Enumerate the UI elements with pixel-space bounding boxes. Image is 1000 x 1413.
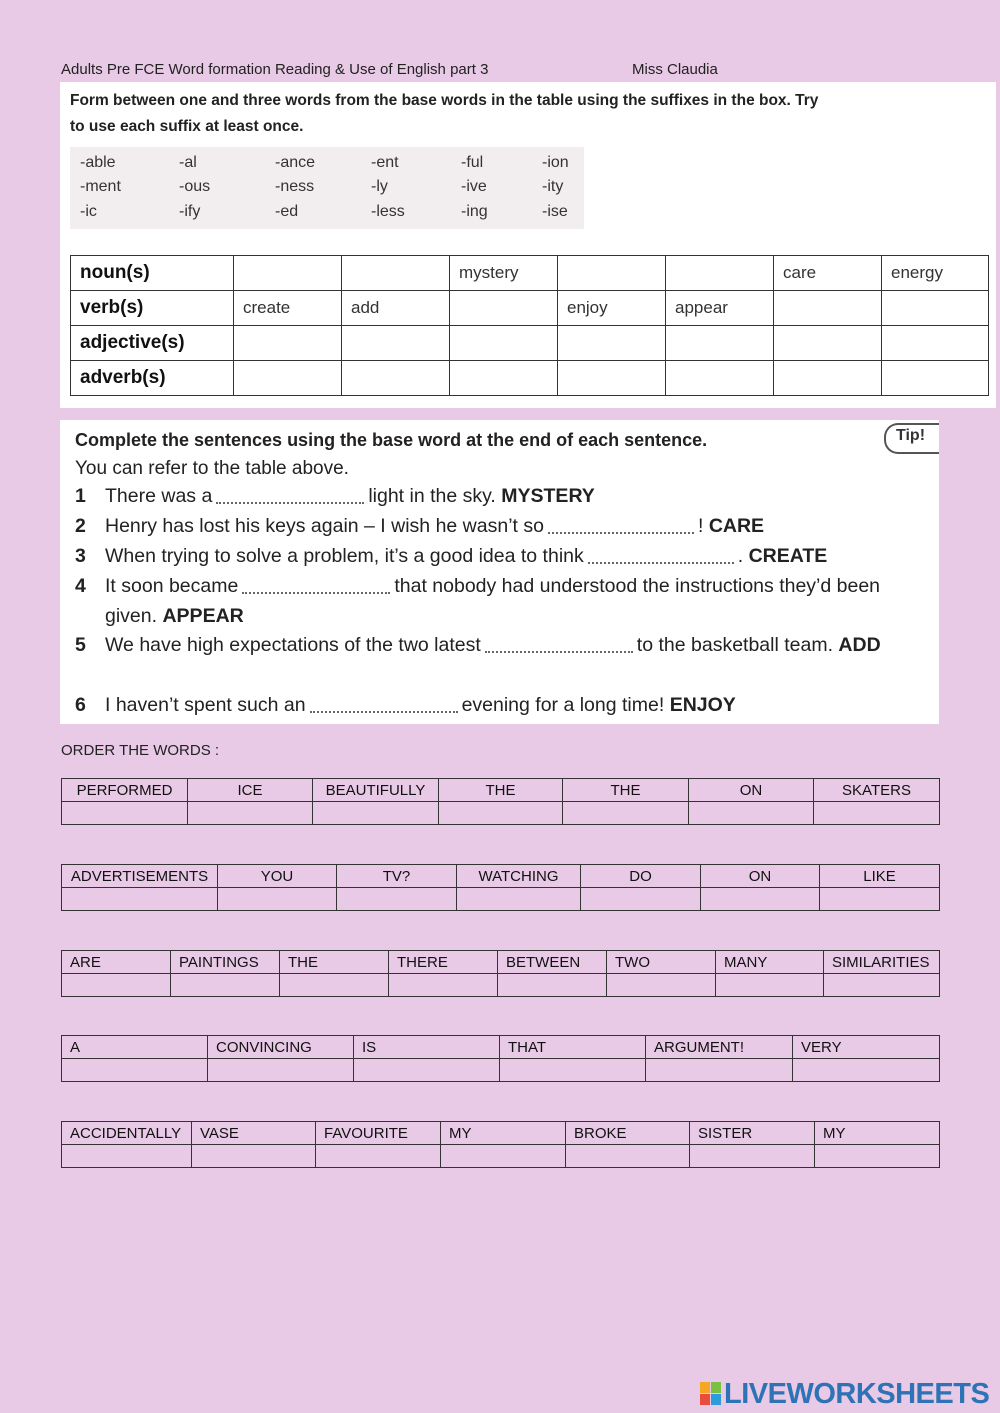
order-title: ORDER THE WORDS : — [61, 742, 220, 759]
table-cell[interactable] — [666, 326, 774, 361]
answer-cell[interactable] — [500, 1059, 646, 1082]
suffix-box — [70, 147, 584, 229]
answer-cell[interactable] — [646, 1059, 793, 1082]
sentence-after: . — [737, 545, 744, 567]
answer-cell[interactable] — [815, 1145, 940, 1168]
suffix: -ance — [275, 154, 316, 171]
answer-row — [62, 974, 940, 997]
table-cell[interactable] — [666, 256, 774, 291]
sentence-before: I haven’t spent such an — [105, 694, 306, 716]
word-cell: MY — [441, 1122, 566, 1145]
word-cell: BETWEEN — [498, 951, 607, 974]
word-cell: CONVINCING — [208, 1036, 354, 1059]
answer-cell[interactable] — [62, 974, 171, 997]
word-cell: VERY — [793, 1036, 940, 1059]
table-cell[interactable] — [558, 256, 666, 291]
answer-cell[interactable] — [337, 888, 457, 911]
table-cell: enjoy — [558, 291, 666, 326]
word-row — [62, 951, 940, 974]
word-cell: ON — [689, 779, 814, 802]
table-cell[interactable] — [450, 361, 558, 396]
word-cell: A — [62, 1036, 208, 1059]
worksheet-title: Adults Pre FCE Word formation Reading & Use of English part 3 — [61, 61, 489, 78]
base-word: ENJOY — [669, 694, 736, 716]
sentence-before: We have high expectations of the two latest — [105, 634, 481, 656]
table-cell: energy — [882, 256, 989, 291]
word-cell: SIMILARITIES — [824, 951, 940, 974]
word-row — [62, 1036, 940, 1059]
table-row — [71, 361, 989, 396]
base-word: MYSTERY — [501, 485, 595, 507]
answer-cell[interactable] — [457, 888, 581, 911]
exercise2-subinstruction: You can refer to the table above. — [75, 458, 349, 479]
word-cell: WATCHING — [457, 865, 581, 888]
order-table — [61, 1035, 940, 1082]
word-cell: VASE — [192, 1122, 316, 1145]
word-cell: TV? — [337, 865, 457, 888]
word-cell: ARE — [62, 951, 171, 974]
answer-cell[interactable] — [62, 1145, 192, 1168]
word-cell: SKATERS — [814, 779, 940, 802]
word-cell: THERE — [389, 951, 498, 974]
word-row — [62, 779, 940, 802]
base-word: APPEAR — [162, 604, 244, 627]
answer-cell[interactable] — [716, 974, 824, 997]
suffix: -ed — [275, 203, 299, 220]
table-cell[interactable] — [558, 361, 666, 396]
sentence-before: It soon became — [105, 575, 239, 597]
order-table — [61, 950, 940, 997]
answer-cell[interactable] — [701, 888, 820, 911]
table-cell[interactable] — [342, 256, 450, 291]
word-cell: ICE — [188, 779, 313, 802]
answer-cell[interactable] — [192, 1145, 316, 1168]
answer-gap[interactable] — [310, 692, 458, 714]
answer-cell[interactable] — [208, 1059, 354, 1082]
answer-row — [62, 888, 940, 911]
sentence-after: ! — [697, 515, 704, 537]
answer-cell[interactable] — [439, 802, 563, 825]
row-label: adverb(s) — [71, 361, 234, 396]
word-cell: THAT — [500, 1036, 646, 1059]
sentence — [75, 691, 935, 721]
word-cell: YOU — [218, 865, 337, 888]
word-cell: ACCIDENTALLY — [62, 1122, 192, 1145]
logo-text: LIVEWORKSHEETS — [724, 1378, 990, 1410]
answer-cell[interactable] — [793, 1059, 940, 1082]
suffix: -ify — [179, 203, 201, 220]
table-cell[interactable] — [774, 361, 882, 396]
suffix: -ity — [542, 178, 564, 195]
answer-cell[interactable] — [62, 802, 188, 825]
table-cell[interactable] — [774, 291, 882, 326]
answer-cell[interactable] — [441, 1145, 566, 1168]
sentence-before: There was a — [105, 485, 213, 507]
answer-cell[interactable] — [690, 1145, 815, 1168]
base-word: CARE — [708, 515, 765, 537]
table-cell[interactable] — [234, 326, 342, 361]
answer-cell[interactable] — [171, 974, 280, 997]
row-label: adjective(s) — [71, 326, 234, 361]
table-cell[interactable] — [342, 361, 450, 396]
suffix: -ly — [371, 178, 388, 195]
answer-gap[interactable] — [588, 543, 734, 565]
sentence-number: 2 — [75, 515, 86, 537]
word-row — [62, 1122, 940, 1145]
sentence-number: 1 — [75, 485, 86, 507]
answer-cell[interactable] — [820, 888, 940, 911]
table-cell: mystery — [450, 256, 558, 291]
sentence-number: 4 — [75, 575, 86, 597]
answer-gap[interactable] — [485, 632, 633, 654]
answer-cell[interactable] — [62, 1059, 208, 1082]
word-cell: IS — [354, 1036, 500, 1059]
word-family-table — [70, 255, 989, 396]
order-table — [61, 1121, 940, 1168]
word-cell: MANY — [716, 951, 824, 974]
tip-tab: Tip! — [884, 423, 939, 454]
table-cell[interactable] — [450, 326, 558, 361]
answer-row — [62, 1145, 940, 1168]
answer-cell[interactable] — [218, 888, 337, 911]
answer-gap[interactable] — [216, 483, 364, 505]
sentence-after: evening for a long time! — [461, 694, 665, 716]
base-word: ADD — [838, 634, 881, 656]
table-cell: add — [342, 291, 450, 326]
table-row — [71, 291, 989, 326]
table-cell: create — [234, 291, 342, 326]
suffix: -ous — [179, 178, 211, 195]
order-table — [61, 778, 940, 825]
table-cell[interactable] — [882, 291, 989, 326]
suffix: -ing — [461, 203, 488, 220]
word-cell: ARGUMENT! — [646, 1036, 793, 1059]
base-word: CREATE — [748, 545, 828, 567]
order-table — [61, 864, 940, 911]
sentence-number: 5 — [75, 634, 86, 656]
word-cell: PERFORMED — [62, 779, 188, 802]
suffix: -ment — [80, 178, 121, 195]
answer-cell[interactable] — [316, 1145, 441, 1168]
table-cell[interactable] — [774, 326, 882, 361]
table-cell[interactable] — [882, 361, 989, 396]
suffix: -able — [80, 154, 116, 171]
word-cell: ADVERTISEMENTS — [62, 865, 218, 888]
row-label: noun(s) — [71, 256, 234, 291]
answer-cell[interactable] — [498, 974, 607, 997]
suffix: -ent — [371, 154, 399, 171]
suffix: -ness — [275, 178, 315, 195]
word-cell: ON — [701, 865, 820, 888]
answer-cell[interactable] — [607, 974, 716, 997]
suffix: -ise — [542, 203, 568, 220]
suffix: -ful — [461, 154, 484, 171]
suffix: -less — [371, 203, 405, 220]
sentence-after: light in the sky. — [368, 485, 496, 507]
word-cell: PAINTINGS — [171, 951, 280, 974]
word-cell: MY — [815, 1122, 940, 1145]
answer-cell[interactable] — [581, 888, 701, 911]
answer-row — [62, 1059, 940, 1082]
sentence — [75, 512, 935, 542]
answer-row — [62, 802, 940, 825]
sentence — [75, 572, 935, 631]
suffix: -al — [179, 154, 197, 171]
sentence-after: that nobody had understood the instructions they’d been given. — [105, 575, 881, 627]
answer-gap[interactable] — [242, 573, 390, 595]
row-label: verb(s) — [71, 291, 234, 326]
sentence-number: 6 — [75, 694, 86, 716]
word-cell: TWO — [607, 951, 716, 974]
sentence-before: Henry has lost his keys again – I wish he wasn’t so — [105, 515, 544, 537]
answer-gap[interactable] — [548, 513, 694, 535]
table-cell[interactable] — [882, 326, 989, 361]
answer-cell[interactable] — [188, 802, 313, 825]
word-cell: BROKE — [566, 1122, 690, 1145]
teacher-name: Miss Claudia — [632, 61, 718, 78]
answer-cell[interactable] — [389, 974, 498, 997]
table-cell[interactable] — [558, 326, 666, 361]
word-cell: FAVOURITE — [316, 1122, 441, 1145]
sentence-before: When trying to solve a problem, it’s a good idea to think — [105, 545, 584, 567]
sentence — [75, 631, 935, 661]
answer-cell[interactable] — [280, 974, 389, 997]
sentence-after: to the basketball team. — [636, 634, 833, 656]
suffix: -ion — [542, 154, 569, 171]
table-cell: care — [774, 256, 882, 291]
exercise2-instruction: Complete the sentences using the base word at the end of each sentence. — [75, 430, 708, 450]
word-cell: THE — [439, 779, 563, 802]
answer-cell[interactable] — [814, 802, 940, 825]
table-cell: appear — [666, 291, 774, 326]
word-cell: THE — [280, 951, 389, 974]
word-cell: BEAUTIFULLY — [313, 779, 439, 802]
sentence-number: 3 — [75, 545, 86, 567]
table-cell[interactable] — [234, 256, 342, 291]
answer-cell[interactable] — [354, 1059, 500, 1082]
logo-icon — [700, 1382, 722, 1406]
suffix: -ive — [461, 178, 487, 195]
table-cell[interactable] — [450, 291, 558, 326]
sentence — [75, 542, 935, 572]
answer-cell[interactable] — [566, 1145, 690, 1168]
table-cell[interactable] — [234, 361, 342, 396]
table-row — [71, 326, 989, 361]
answer-cell[interactable] — [62, 888, 218, 911]
suffix: -ic — [80, 203, 97, 220]
answer-cell[interactable] — [313, 802, 439, 825]
word-cell: SISTER — [690, 1122, 815, 1145]
word-cell: THE — [563, 779, 689, 802]
table-row — [71, 256, 989, 291]
answer-cell[interactable] — [563, 802, 689, 825]
word-row — [62, 865, 940, 888]
exercise1-instruction: Form between one and three words from the base words in the table using the suffixes in the box. Try to use each suffix at least once. — [70, 92, 819, 135]
table-cell[interactable] — [342, 326, 450, 361]
answer-cell[interactable] — [824, 974, 940, 997]
word-cell: LIKE — [820, 865, 940, 888]
answer-cell[interactable] — [689, 802, 814, 825]
sentence — [75, 482, 935, 512]
word-cell: DO — [581, 865, 701, 888]
table-cell[interactable] — [666, 361, 774, 396]
